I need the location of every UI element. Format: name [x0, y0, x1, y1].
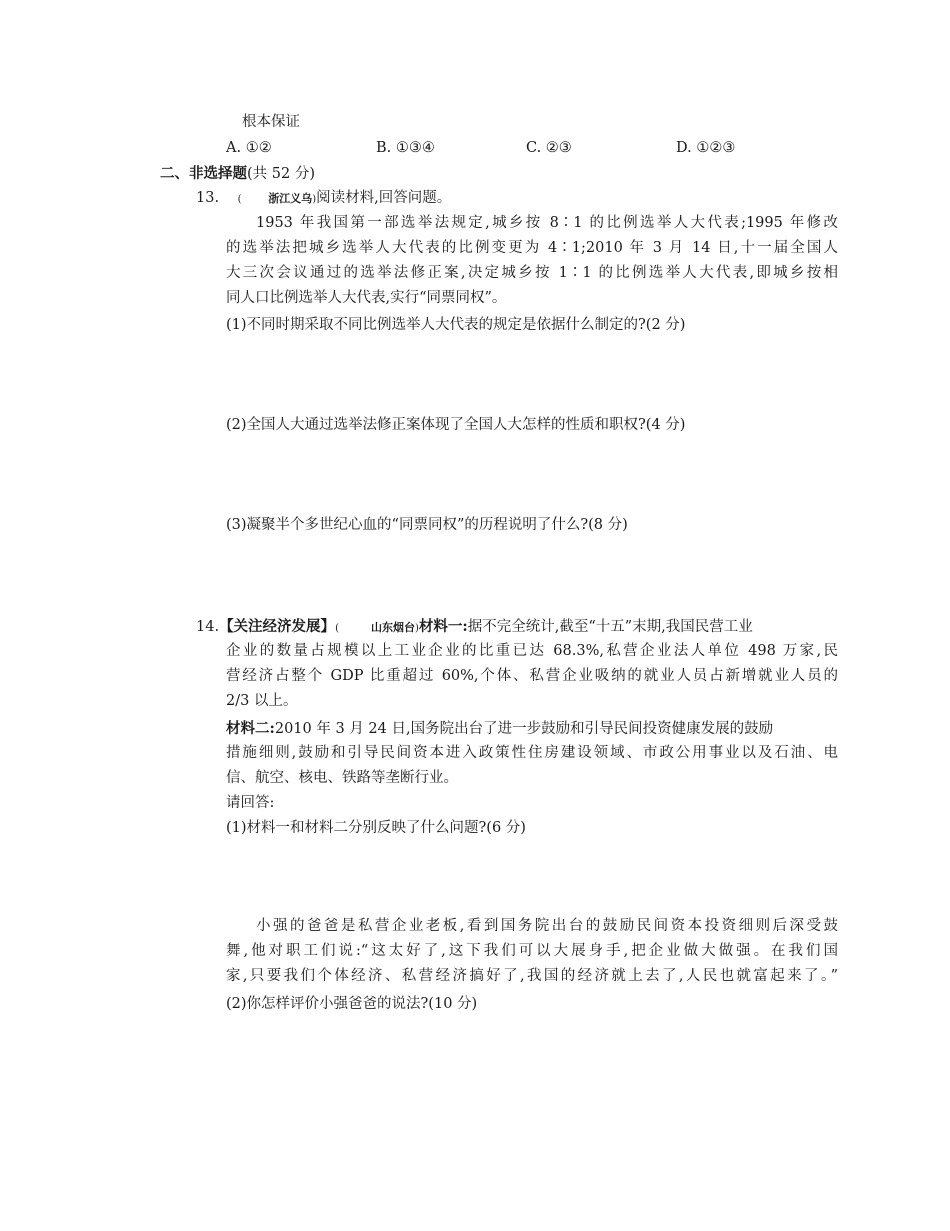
q13-number: 13. [196, 190, 220, 206]
q14-source-close: ) [414, 623, 419, 634]
section-points: (共 52 分) [247, 166, 315, 182]
q14-sub1: (1)材料一和材料二分别反映了什么问题?(6 分) [226, 820, 526, 836]
q14-m2-first-line [226, 716, 773, 742]
q14-m1-line: 营经济占整个 GDP 比重超过 60%,个体、私营企业吸纳的就业人员占新增就业人员的 [226, 668, 838, 684]
q14-header [196, 614, 753, 641]
q14-story [226, 914, 838, 989]
q14-material-2 [226, 741, 838, 791]
q14-m2-line: 措施细则,鼓励和引导民间资本进入政策性住房建设领域、市政公用事业以及石油、电 [226, 745, 838, 761]
q13-sub2: (2)全国人大通过选举法修正案体现了全国人大怎样的性质和职权?(4 分) [226, 417, 686, 433]
q13-material-line: 同人口比例选举人大代表,实行“同票同权”。 [226, 290, 507, 306]
q13-sub3: (3)凝聚半个多世纪心血的“同票同权”的历程说明了什么?(8 分) [226, 517, 628, 533]
continued-text: 根本保证 [242, 114, 300, 130]
q13-material-line: 1953 年我国第一部选举法规定,城乡按 8∶1 的比例选举人大代表;1995 年修改 [256, 215, 838, 231]
option-b: B. ①③④ [376, 140, 435, 156]
q14-number: 14. [196, 619, 220, 635]
q14-source: 山东烟台 [370, 621, 415, 634]
q14-m1-line: 2/3 以上。 [226, 693, 298, 709]
q13-source-close: ) [312, 194, 317, 205]
q14-ask: 请回答: [226, 795, 275, 811]
q13-material-line: 大三次会议通过的选举法修正案,决定城乡按 1∶1 的比例选举人大代表,即城乡按相 [226, 265, 838, 281]
section-title: 二、非选择题 [160, 165, 247, 182]
q14-sub2: (2)你怎样评价小强爸爸的说法?(10 分) [226, 996, 478, 1012]
q14-m2-line: 信、航空、核电、铁路等垄断行业。 [226, 770, 458, 786]
q14-story-line: 舞,他对职工们说:“这太好了,这下我们可以大展身手,把企业做大做强。在我们国 [226, 943, 838, 959]
q13-material-line: 的选举法把城乡选举人大代表的比例变更为 4∶1;2010 年 3 月 14 日,十一届全国人 [226, 240, 838, 256]
q14-source-open: ( [335, 623, 339, 634]
q13-material [226, 211, 838, 311]
q14-tag: 【关注经济发展】 [219, 618, 336, 635]
q14-m1-label: 材料一: [418, 618, 468, 635]
section-header [160, 161, 315, 187]
q14-story-line: 家,只要我们个体经济、私营经济搞好了,我国的经济就上去了,人民也就富起来了。” [226, 968, 838, 984]
q14-m2-first: 2010 年 3 月 24 日,国务院出台了进一步鼓励和引导民间投资健康发展的鼓励 [274, 721, 774, 737]
q13-prompt: 阅读材料,回答问题。 [316, 190, 452, 206]
option-a: A. ①② [226, 140, 272, 156]
q14-story-line: 小强的爸爸是私营企业老板,看到国务院出台的鼓励民间资本投资细则后深受鼓 [256, 918, 838, 934]
q13-source-open: ( [237, 194, 242, 205]
q13-sub1: (1)不同时期采取不同比例选举人大代表的规定是依据什么制定的?(2 分) [226, 317, 686, 333]
q14-material-1 [226, 639, 838, 714]
q14-m1-first: 据不完全统计,截至“十五”末期,我国民营工业 [467, 619, 753, 635]
option-d: D. ①②③ [676, 140, 736, 156]
q13-source: 浙江义乌 [268, 192, 313, 205]
q14-m1-line: 企业的数量占规模以上工业企业的比重已达 68.3%,私营企业法人单位 498 万家,民 [226, 643, 838, 659]
option-c: C. ②③ [526, 140, 572, 156]
q14-m2-label: 材料二: [226, 720, 275, 737]
q13-header [196, 186, 451, 212]
